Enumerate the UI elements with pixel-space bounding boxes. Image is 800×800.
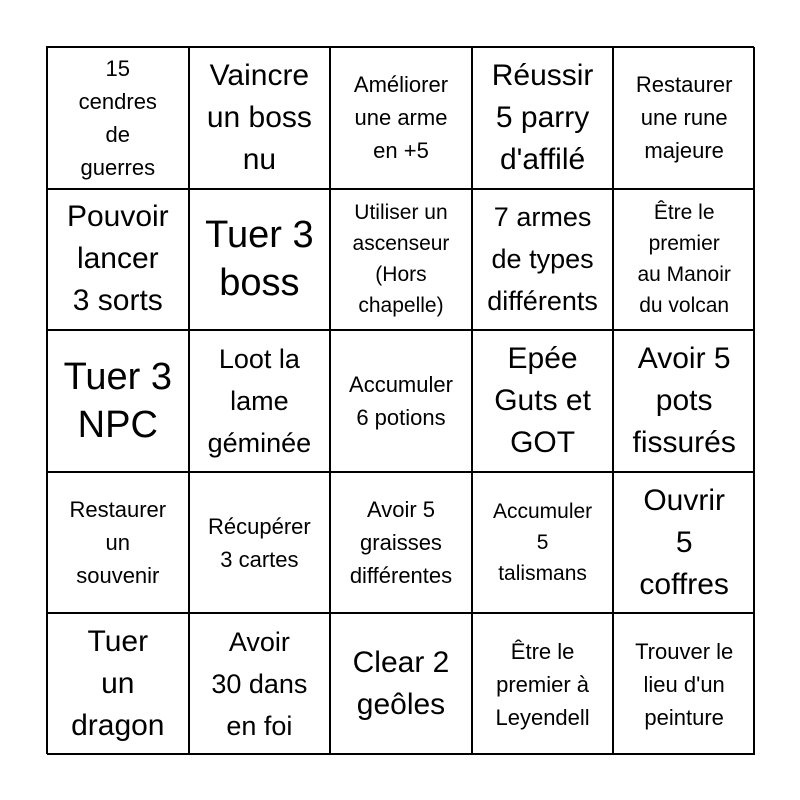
cell-label: Accumuler 6 potions bbox=[349, 371, 453, 430]
cell-label: Tuer un dragon bbox=[71, 625, 165, 743]
cell-label: Utiliser un ascenseur (Hors chapelle) bbox=[352, 201, 450, 318]
bingo-cell-r4c1[interactable] bbox=[47, 472, 189, 614]
cell-label: Epée Guts et GOT bbox=[494, 341, 591, 459]
bingo-cell-r1c5[interactable] bbox=[613, 47, 755, 189]
cell-label: Améliorer une arme en +5 bbox=[353, 72, 449, 164]
bingo-cell-r1c4[interactable] bbox=[472, 47, 614, 189]
bingo-cell-r1c3[interactable] bbox=[330, 47, 472, 189]
cell-label: Tuer 3 boss bbox=[205, 214, 314, 305]
bingo-cell-r1c1[interactable] bbox=[47, 47, 189, 189]
bingo-cell-r4c3[interactable] bbox=[330, 472, 472, 614]
cell-label: 7 armes de types différents bbox=[487, 202, 598, 317]
bingo-cell-r5c5[interactable] bbox=[613, 613, 755, 755]
bingo-cell-r3c5[interactable] bbox=[613, 330, 755, 472]
cell-label: Trouver le lieu d'un peinture bbox=[635, 638, 734, 730]
bingo-cell-r4c5[interactable] bbox=[613, 472, 755, 614]
bingo-cell-r2c4[interactable] bbox=[472, 189, 614, 331]
cell-label: Avoir 30 dans en foi bbox=[211, 627, 308, 742]
bingo-cell-r2c3[interactable] bbox=[330, 189, 472, 331]
bingo-cell-r3c3[interactable] bbox=[330, 330, 472, 472]
cell-label: Restaurer une rune majeure bbox=[635, 72, 733, 164]
bingo-cell-r3c1[interactable] bbox=[47, 330, 189, 472]
cell-label: Clear 2 geôles bbox=[352, 646, 450, 722]
bingo-board bbox=[46, 46, 754, 754]
cell-label: Tuer 3 NPC bbox=[63, 355, 172, 446]
cell-label: 15 cendres de guerres bbox=[78, 55, 157, 180]
bingo-cell-r1c2[interactable] bbox=[189, 47, 331, 189]
cell-label: Être le premier au Manoir du volcan bbox=[637, 201, 731, 318]
bingo-cell-r4c2[interactable] bbox=[189, 472, 331, 614]
bingo-cell-r3c2[interactable] bbox=[189, 330, 331, 472]
bingo-cell-r5c4[interactable] bbox=[472, 613, 614, 755]
cell-label: Loot la lame géminée bbox=[207, 343, 312, 458]
bingo-cell-r5c2[interactable] bbox=[189, 613, 331, 755]
bingo-cell-r2c2[interactable] bbox=[189, 189, 331, 331]
cell-label: Ouvrir 5 coffres bbox=[639, 483, 729, 601]
bingo-cell-r2c5[interactable] bbox=[613, 189, 755, 331]
cell-label: Récupérer 3 cartes bbox=[208, 513, 311, 572]
bingo-cell-r2c1[interactable] bbox=[47, 189, 189, 331]
cell-label: Réussir 5 parry d'affilé bbox=[491, 58, 594, 176]
cell-label: Avoir 5 pots fissurés bbox=[632, 341, 736, 459]
cell-label: Être le premier à Leyendell bbox=[495, 638, 590, 730]
bingo-cell-r4c4[interactable] bbox=[472, 472, 614, 614]
cell-label: Pouvoir lancer 3 sorts bbox=[66, 200, 169, 318]
cell-label: Accumuler 5 talismans bbox=[492, 500, 593, 586]
cell-label: Vaincre un boss nu bbox=[206, 58, 312, 176]
bingo-cell-r5c3[interactable] bbox=[330, 613, 472, 755]
bingo-cell-r5c1[interactable] bbox=[47, 613, 189, 755]
cell-label: Restaurer un souvenir bbox=[69, 497, 167, 589]
bingo-cell-r3c4[interactable] bbox=[472, 330, 614, 472]
cell-label: Avoir 5 graisses différentes bbox=[349, 497, 453, 589]
